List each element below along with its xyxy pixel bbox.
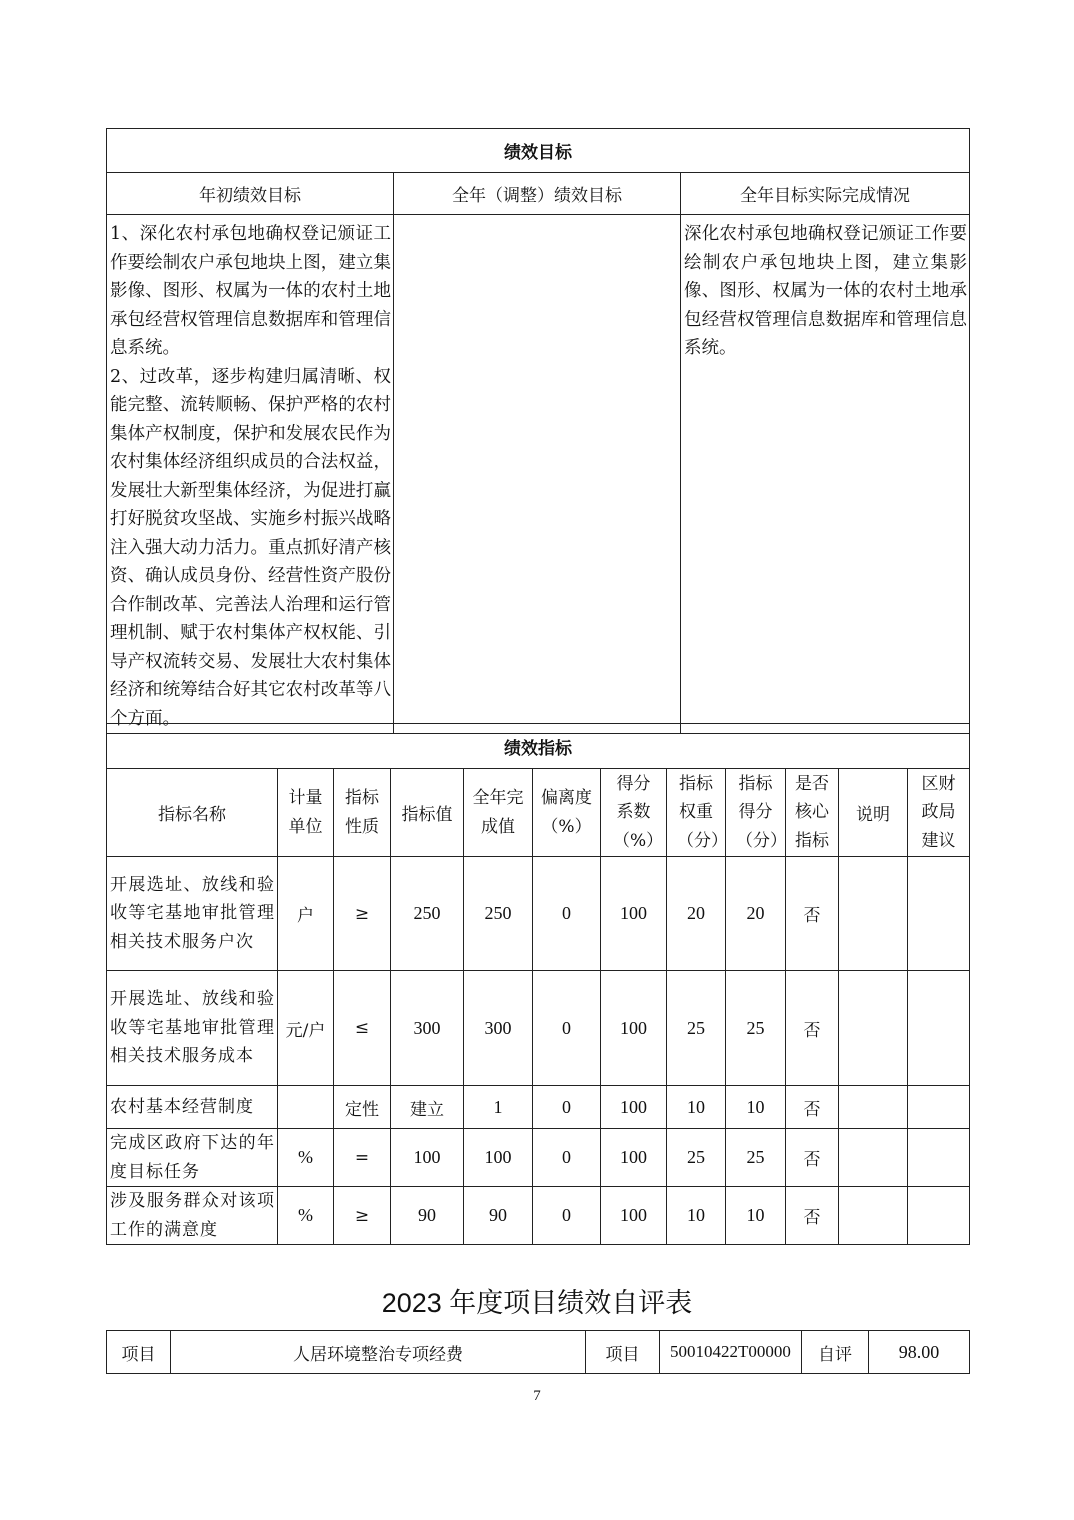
indicator-note xyxy=(839,1129,908,1187)
indicator-weight: 20 xyxy=(667,857,726,971)
indicator-note xyxy=(839,971,908,1086)
indicator-deviation: 0 xyxy=(533,1187,601,1245)
indicator-coefficient: 100 xyxy=(601,1129,667,1187)
header-completed-value: 全年完成值 xyxy=(464,769,533,857)
indicator-deviation: 0 xyxy=(533,857,601,971)
indicator-advice xyxy=(908,857,970,971)
indicator-score: 25 xyxy=(726,971,786,1086)
indicator-score: 10 xyxy=(726,1187,786,1245)
indicator-completed: 100 xyxy=(464,1129,533,1187)
indicator-unit: % xyxy=(278,1187,334,1245)
indicator-completed: 1 xyxy=(464,1086,533,1129)
indicator-value: 300 xyxy=(391,971,464,1086)
indicator-coefficient: 100 xyxy=(601,1187,667,1245)
indicator-unit: % xyxy=(278,1129,334,1187)
indicator-name: 完成区政府下达的年度目标任务 xyxy=(107,1129,278,1187)
page-number: 7 xyxy=(533,1388,541,1404)
header-core-indicator: 是否核心指标 xyxy=(786,769,839,857)
header-weight: 指标权重（分） xyxy=(667,769,726,857)
header-deviation: 偏离度（%） xyxy=(533,769,601,857)
indicator-completed: 300 xyxy=(464,971,533,1086)
indicator-name: 农村基本经营制度 xyxy=(107,1086,278,1129)
table-row xyxy=(107,1129,970,1187)
indicator-nature: ≥ xyxy=(334,1187,391,1245)
indicator-advice xyxy=(908,971,970,1086)
indicator-value: 建立 xyxy=(391,1086,464,1129)
project-label: 项目 xyxy=(107,1331,171,1374)
indicators-section-title: 绩效指标 xyxy=(107,724,970,769)
self-eval-label: 自评 xyxy=(802,1331,869,1374)
table-row xyxy=(107,971,970,1086)
table-row xyxy=(107,857,970,971)
indicator-name: 涉及服务群众对该项工作的满意度 xyxy=(107,1187,278,1245)
col-header-actual-completion: 全年目标实际完成情况 xyxy=(681,173,970,215)
indicator-score: 20 xyxy=(726,857,786,971)
header-target-value: 指标值 xyxy=(391,769,464,857)
indicator-note xyxy=(839,857,908,971)
initial-goal-text-2: 2、过改革，逐步构建归属清晰、权能完整、流转顺畅、保护严格的农村集体产权制度，保护和发展农民作为农村集体经济组织成员的合法权益，发展壮大新型集体经济，为促进打赢打好脱贫攻坚战、实施乡村振兴战略注入强大动力活力。重点抓好清产核资、确认成员身份、经营性资产股份合作制改革、完善法人治理和运行管理机制、赋于农村集体产权权能、引导产权流转交易、发展壮大农村集体经济和统筹结合好其它农村改革等八个方面。 xyxy=(110,366,391,729)
indicator-nature: ≥ xyxy=(334,857,391,971)
indicator-note xyxy=(839,1187,908,1245)
indicator-unit xyxy=(278,1086,334,1129)
goals-section-title: 绩效目标 xyxy=(107,129,970,173)
indicator-weight: 10 xyxy=(667,1086,726,1129)
table-row xyxy=(107,1187,970,1245)
indicator-value: 90 xyxy=(391,1187,464,1245)
indicator-advice xyxy=(908,1187,970,1245)
indicator-advice xyxy=(908,1086,970,1129)
header-indicator-name: 指标名称 xyxy=(107,769,278,857)
indicator-nature: 定性 xyxy=(334,1086,391,1129)
indicator-deviation: 0 xyxy=(533,1086,601,1129)
adjusted-goal-cell xyxy=(394,215,681,734)
indicator-note xyxy=(839,1086,908,1129)
indicator-core: 否 xyxy=(786,971,839,1086)
initial-goal-text-1: 1、深化农村承包地确权登记颁证工作要绘制农户承包地块上图，建立集影像、图形、权属为一体的农村土地承包经营权管理信息数据库和管理信息系统。 xyxy=(110,224,391,358)
indicator-value: 100 xyxy=(391,1129,464,1187)
col-header-adjusted-goal: 全年（调整）绩效目标 xyxy=(394,173,681,215)
indicator-nature: ≤ xyxy=(334,971,391,1086)
indicator-weight: 25 xyxy=(667,1129,726,1187)
indicator-core: 否 xyxy=(786,1086,839,1129)
indicator-deviation: 0 xyxy=(533,1129,601,1187)
header-finance-advice: 区财政局建议 xyxy=(908,769,970,857)
goals-table xyxy=(106,128,970,734)
table-row xyxy=(107,1086,970,1129)
actual-completion-cell: 深化农村承包地确权登记颁证工作要绘制农户承包地块上图，建立集影像、图形、权属为一体的农村土地承包经营权管理信息数据库和管理信息系统。 xyxy=(681,215,970,734)
header-note: 说明 xyxy=(839,769,908,857)
self-eval-score: 98.00 xyxy=(869,1331,970,1374)
project-code: 50010422T00000 xyxy=(660,1331,802,1374)
indicator-score: 10 xyxy=(726,1086,786,1129)
header-score-coefficient: 得分系数（%） xyxy=(601,769,667,857)
initial-goal-cell xyxy=(107,215,394,734)
project-code-label: 项目 xyxy=(586,1331,660,1374)
indicator-coefficient: 100 xyxy=(601,1086,667,1129)
project-info-table xyxy=(106,1330,970,1374)
indicator-coefficient: 100 xyxy=(601,971,667,1086)
indicator-advice xyxy=(908,1129,970,1187)
indicator-value: 250 xyxy=(391,857,464,971)
indicator-nature: = xyxy=(334,1129,391,1187)
indicator-unit: 户 xyxy=(278,857,334,971)
header-unit: 计量单位 xyxy=(278,769,334,857)
indicator-unit: 元/户 xyxy=(278,971,334,1086)
indicator-core: 否 xyxy=(786,857,839,971)
evaluation-form-title: 2023 年度项目绩效自评表 xyxy=(381,1288,693,1318)
indicator-name: 开展选址、放线和验收等宅基地审批管理相关技术服务户次 xyxy=(107,857,278,971)
header-nature: 指标性质 xyxy=(334,769,391,857)
header-score: 指标得分（分） xyxy=(726,769,786,857)
indicator-name: 开展选址、放线和验收等宅基地审批管理相关技术服务成本 xyxy=(107,971,278,1086)
indicator-core: 否 xyxy=(786,1129,839,1187)
indicator-weight: 25 xyxy=(667,971,726,1086)
indicator-core: 否 xyxy=(786,1187,839,1245)
indicator-completed: 90 xyxy=(464,1187,533,1245)
indicator-score: 25 xyxy=(726,1129,786,1187)
indicators-table xyxy=(106,723,970,1245)
project-name: 人居环境整治专项经费 xyxy=(171,1331,586,1374)
indicator-coefficient: 100 xyxy=(601,857,667,971)
indicator-deviation: 0 xyxy=(533,971,601,1086)
indicator-weight: 10 xyxy=(667,1187,726,1245)
indicator-completed: 250 xyxy=(464,857,533,971)
col-header-initial-goal: 年初绩效目标 xyxy=(107,173,394,215)
